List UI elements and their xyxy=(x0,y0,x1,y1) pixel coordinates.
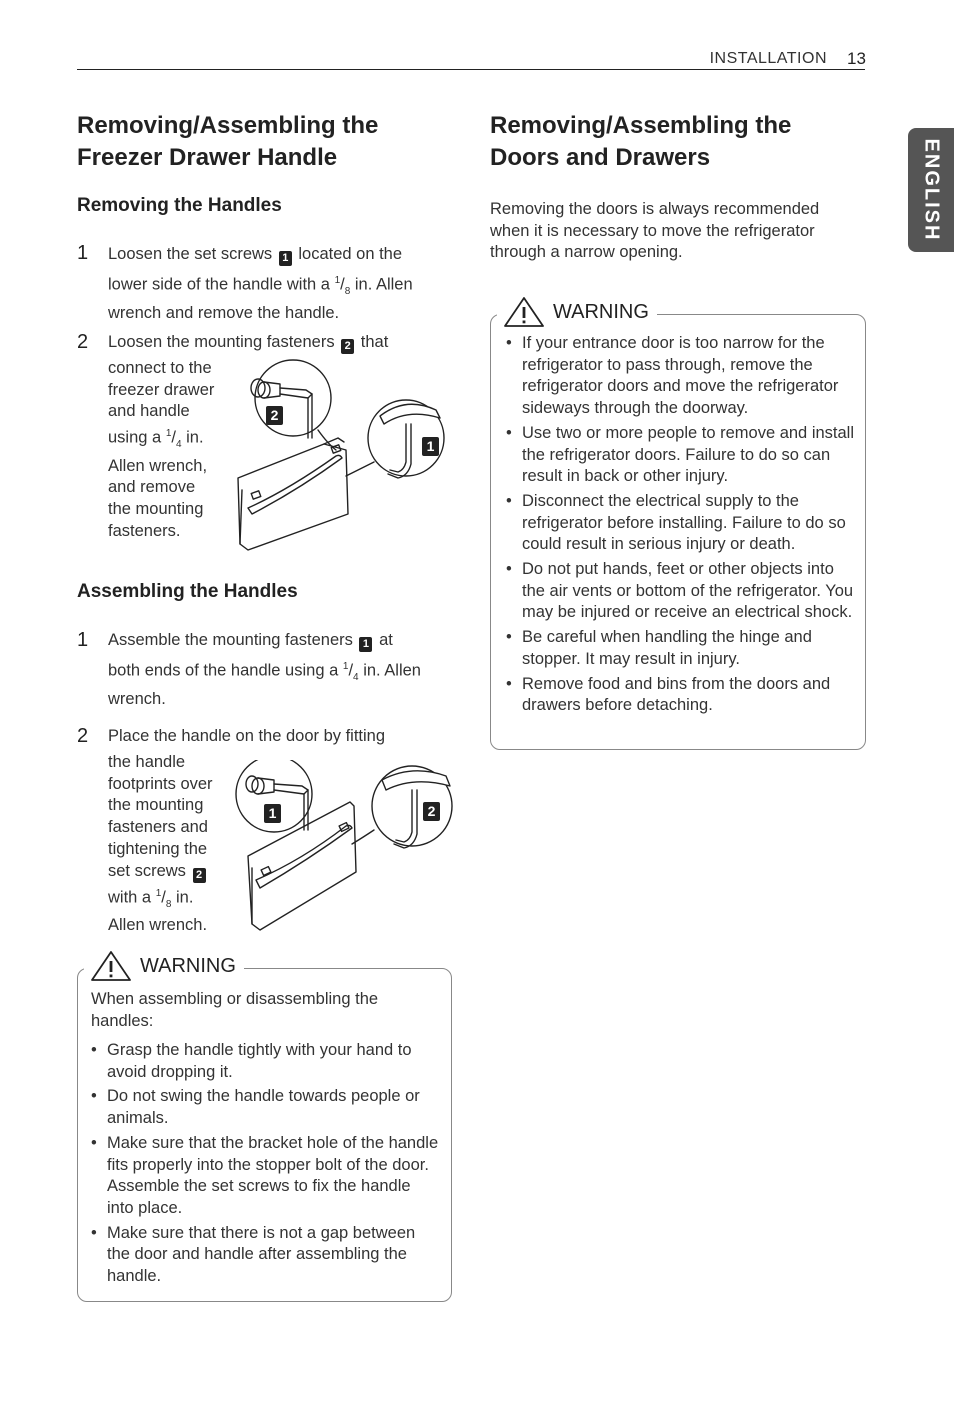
callout-badge: 2 xyxy=(193,868,206,883)
figure-callout-1: 1 xyxy=(422,437,439,456)
language-tab-label: ENGLISH xyxy=(920,138,943,242)
removing-step1-number: 1 xyxy=(77,242,89,264)
right-section-title: Removing/Assembling the Doors and Drawers xyxy=(490,112,792,171)
assembling-heading: Assembling the Handles xyxy=(77,581,298,602)
figure-callout-1: 1 xyxy=(264,804,281,823)
callout-badge: 2 xyxy=(341,339,354,354)
page-number: 13 xyxy=(847,49,866,68)
assembling-step1-number: 1 xyxy=(77,629,89,651)
assembling-step2-number: 2 xyxy=(77,725,89,747)
right-warning-list xyxy=(506,333,860,720)
header-divider xyxy=(77,69,865,70)
list-item: • Make sure that there is not a gap between the door and handle after assembling the handle. xyxy=(91,1223,441,1288)
assembling-step2-first-line: Place the handle on the door by fitting xyxy=(108,727,386,745)
list-item: • Use two or more people to remove and install the refrigerator doors. Failure to do so can result in back or other injury. xyxy=(506,423,860,488)
list-item: • Do not put hands, feet or other objects into the air vents or bottom of the refrigerator. You may be injured or receive an electrical shock. xyxy=(506,559,860,624)
left-warning-title: WARNING xyxy=(84,950,244,982)
figure-callout-2: 2 xyxy=(423,802,440,821)
right-warning-title: WARNING xyxy=(497,296,657,328)
list-item: • If your entrance door is too narrow for the refrigerator to pass through, remove the refrigerator doors and move the refrigerator sideways through the doorway. xyxy=(506,333,860,420)
left-warning-intro: When assembling or disassembling the handles: xyxy=(91,990,379,1030)
warning-triangle-icon xyxy=(503,296,545,328)
left-warning-list xyxy=(91,1040,441,1291)
callout-badge: 1 xyxy=(279,251,292,266)
handle-removal-drawing xyxy=(228,358,456,554)
removing-step2-number: 2 xyxy=(77,331,89,353)
removing-step2-first-line: Loosen the mounting fasteners 2 that xyxy=(108,333,389,352)
list-item: • Grasp the handle tightly with your hand to avoid dropping it. xyxy=(91,1040,441,1083)
assembling-handle-illustration xyxy=(232,760,458,936)
list-item: • Do not swing the handle towards people or animals. xyxy=(91,1086,441,1129)
warning-triangle-icon xyxy=(90,950,132,982)
removing-heading: Removing the Handles xyxy=(77,195,282,216)
left-section-title: Removing/Assembling the Freezer Drawer Handle xyxy=(77,112,379,171)
callout-badge: 1 xyxy=(359,637,372,652)
list-item: • Make sure that the bracket hole of the handle fits properly into the stopper bolt of the door. Assemble the set screws to fix the handle into place. xyxy=(91,1133,441,1220)
list-item: • Be careful when handling the hinge and stopper. It may result in injury. xyxy=(506,627,860,670)
right-intro-paragraph: Removing the doors is always recommended when it is necessary to move the refrigerator through a narrow opening. xyxy=(490,200,820,262)
removing-handle-illustration xyxy=(228,358,456,554)
removing-step2-text: connect to the freezer drawer and handle using a $^1/_4$ in. Allen wrench, and remove the mounting fasteners. xyxy=(108,359,215,540)
language-tab xyxy=(908,128,954,252)
handle-assembly-drawing xyxy=(232,760,458,936)
header-section-title: INSTALLATION xyxy=(709,50,827,67)
assembling-step1-text: Assemble the mounting fasteners 1 at both ends of the handle using a $^1/_4$ in. Allen wrench. xyxy=(108,631,421,708)
list-item: • Disconnect the electrical supply to the refrigerator before installing. Failure to do so could result in serious injury or death. xyxy=(506,491,860,556)
assembling-step2-text: the handle footprints over the mounting fasteners and tightening the set screws 2 with a $^1/_8$ in. Allen wrench. xyxy=(108,753,213,935)
figure-callout-2: 2 xyxy=(266,406,283,425)
list-item: • Remove food and bins from the doors and drawers before detaching. xyxy=(506,674,860,717)
removing-step1-text: Loosen the set screws 1 located on the lower side of the handle with a $^1/_8$ in. Allen wrench and remove the handle. xyxy=(108,245,413,322)
